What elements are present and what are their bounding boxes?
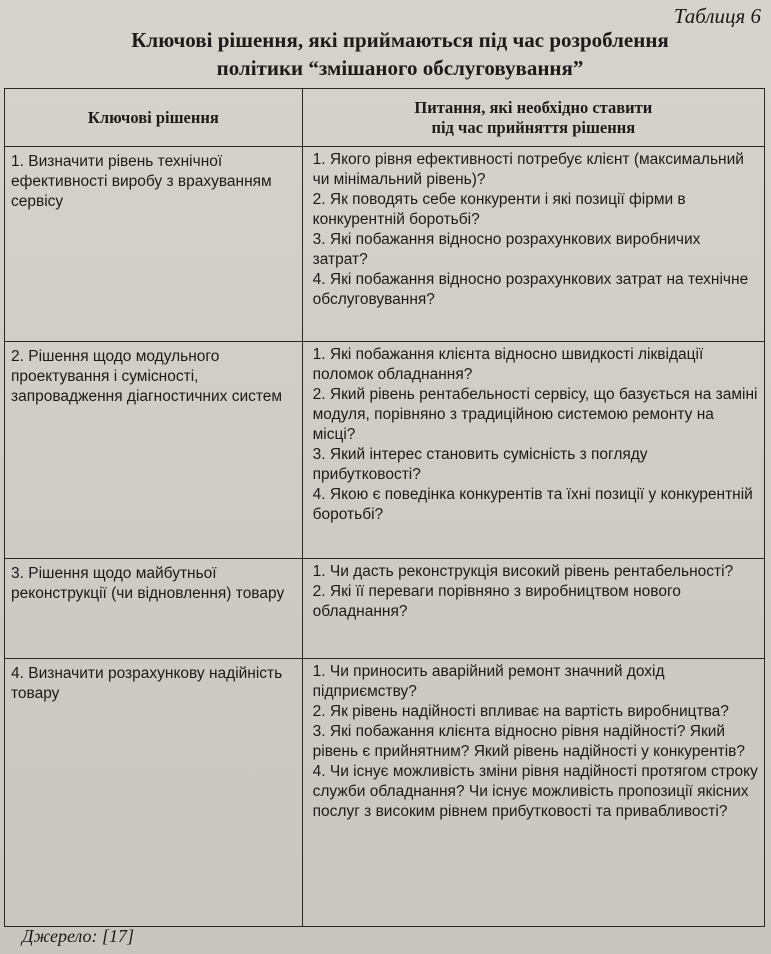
source-note: Джерело: [17] <box>22 926 135 946</box>
question-item: 2. Який рівень рентабельності сервісу, що базується на заміні модуля, порівняно з традиційною системою ремонту на місці? <box>312 386 758 443</box>
question-item: 4. Якою є поведінка конкурентів та їхні позиції у конкурентній боротьбі? <box>312 486 753 523</box>
header-questions-line-2: під час прийняття рішення <box>431 117 636 137</box>
header-questions <box>302 89 764 147</box>
table-title-line-1: Ключові рішення, які приймаються під час розроблення <box>131 28 669 52</box>
question-item: 1. Чи дасть реконструкція високий рівень рентабельності? <box>312 563 734 580</box>
question-item: 2. Як рівень надійності впливає на вартість виробництва? <box>312 703 729 720</box>
decision-cell: 1. Визначити рівень технічної ефективності виробу з врахуванням сервісу <box>5 147 303 342</box>
table-row <box>5 559 765 659</box>
question-item: 3. Які побажання клієнта відносно рівня надійності? Який рівень є прийнятним? Який рівень надійності у конкурентів? <box>312 723 746 760</box>
table-row <box>5 147 765 342</box>
table-number-label: Таблиця 6 <box>673 4 761 28</box>
decision-cell: 4. Визначити розрахункову надійність товару <box>5 659 303 927</box>
table-title-line-2: політики “змішаного обслуговування” <box>216 56 584 80</box>
question-item: 4. Які побажання відносно розрахункових затрат на технічне обслуговування? <box>312 271 749 308</box>
header-key-decisions: Ключові рішення <box>5 89 303 147</box>
questions-cell <box>302 147 764 342</box>
question-item: 4. Чи існує можливість зміни рівня надійності протягом строку служби обладнання? Чи існує можливість пропозиції якісних послуг з високим рівнем прибутковості та привабливості? <box>312 763 758 820</box>
question-item: 1. Чи приносить аварійний ремонт значний дохід підприємству? <box>312 663 665 700</box>
table-header-row <box>5 89 765 147</box>
decision-cell: 2. Рішення щодо модульного проектування і сумісності, запровадження діагностичних систем <box>5 342 303 559</box>
question-item: 1. Які побажання клієнта відносно швидкості ліквідації поломок обладнання? <box>312 346 704 383</box>
decision-cell: 3. Рішення щодо майбутньої реконструкції (чи відновлення) товару <box>5 559 303 659</box>
questions-cell <box>302 559 764 659</box>
table-title <box>60 26 740 82</box>
question-item: 3. Які побажання відносно розрахункових виробничих затрат? <box>312 231 701 268</box>
table-row <box>5 342 765 559</box>
question-item: 1. Якого рівня ефективності потребує клієнт (максимальний чи мінімальний рівень)? <box>312 151 744 188</box>
question-item: 2. Як поводять себе конкуренти і які позиції фірми в конкурентній боротьбі? <box>312 191 686 228</box>
question-item: 2. Які її переваги порівняно з виробництвом нового обладнання? <box>312 583 681 620</box>
questions-cell <box>302 659 764 927</box>
question-item: 3. Який інтерес становить сумісність з погляду прибутковості? <box>312 446 648 483</box>
table-row <box>5 659 765 927</box>
header-questions-line-1: Питання, які необхідно ставити <box>414 97 653 117</box>
questions-cell <box>302 342 764 559</box>
key-decisions-table <box>4 88 765 927</box>
